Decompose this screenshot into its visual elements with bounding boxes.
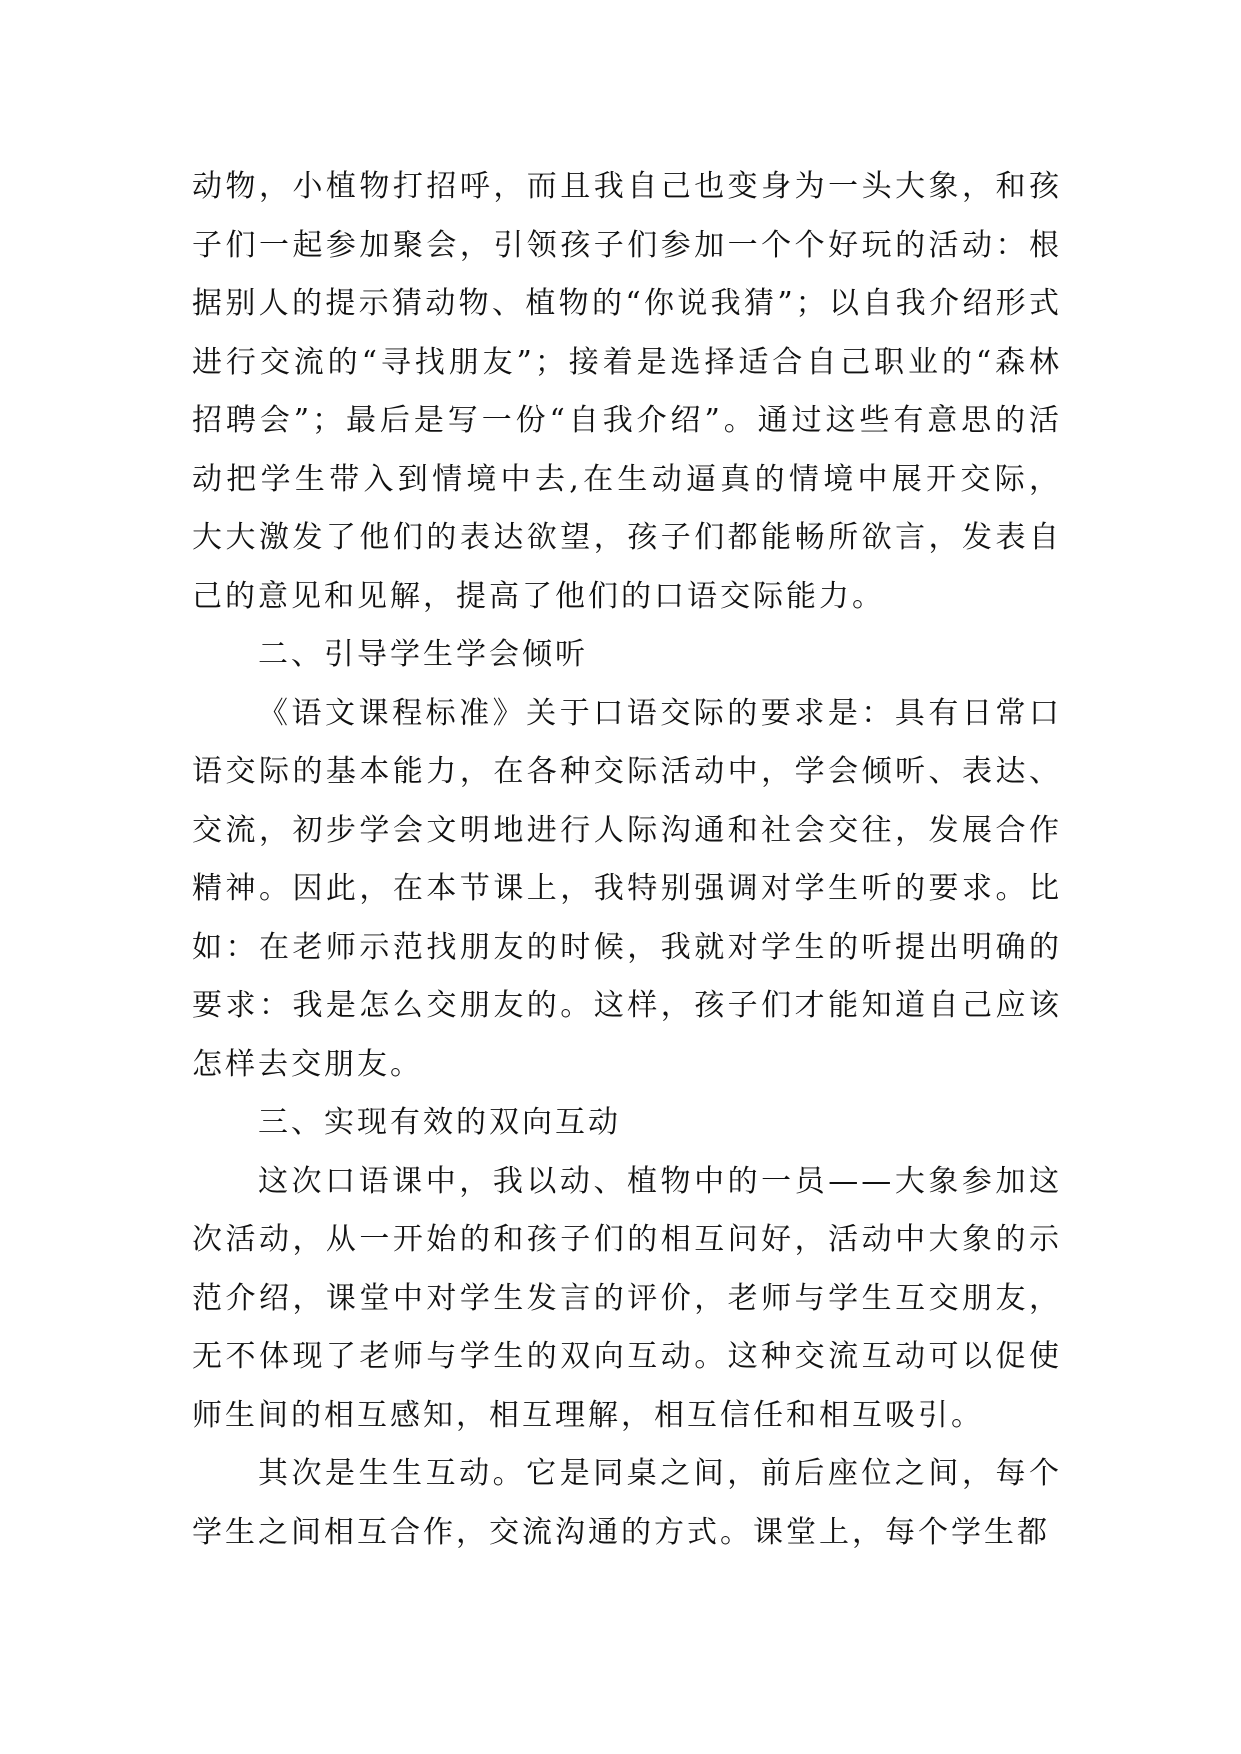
paragraph-teacher-student-interaction: 这次口语课中，我以动、植物中的一员——大象参加这次活动，从一开始的和孩子们的相互问好，活动中大象的示范介绍，课堂中对学生发言的评价，老师与学生互交朋友，无不体现了老师与学生的双向互动。这种交流互动可以促使师生间的相互感知，相互理解，相互信任和相互吸引。 (192, 1163, 1062, 1433)
paragraph-student-student-interaction: 其次是生生互动。它是同桌之间，前后座位之间，每个学生之间相互合作，交流沟通的方式。课堂上，每个学生都 (192, 1456, 1062, 1550)
paragraph-listening: 《语文课程标准》关于口语交际的要求是：具有日常口语交际的基本能力，在各种交际活动中，学会倾听、表达、交流，初步学会文明地进行人际沟通和社会交往，发展合作精神。因此，在本节课上，我特别强调对学生听的要求。比如：在老师示范找朋友的时候，我就对学生的听提出明确的要求：我是怎么交朋友的。这样，孩子们才能知道自己应该怎样去交朋友。 (192, 695, 1062, 1082)
paragraph-activities: 动物，小植物打招呼，而且我自己也变身为一头大象，和孩子们一起参加聚会，引领孩子们参加一个个好玩的活动：根据别人的提示猜动物、植物的“你说我猜”；以自我介绍形式进行交流的“寻找朋友”；接着是选择适合自己职业的“森林招聘会”；最后是写一份“自我介绍”。通过这些有意思的活动把学生带入到情境中去,在生动逼真的情境中展开交际，大大激发了他们的表达欲望，孩子们都能畅所欲言，发表自己的意见和见解，提高了他们的口语交际能力。 (192, 169, 1062, 614)
section-heading-interaction: 三、实现有效的双向互动 (258, 1105, 621, 1140)
section-heading-listening: 二、引导学生学会倾听 (258, 637, 588, 672)
document-body (192, 158, 1062, 1562)
